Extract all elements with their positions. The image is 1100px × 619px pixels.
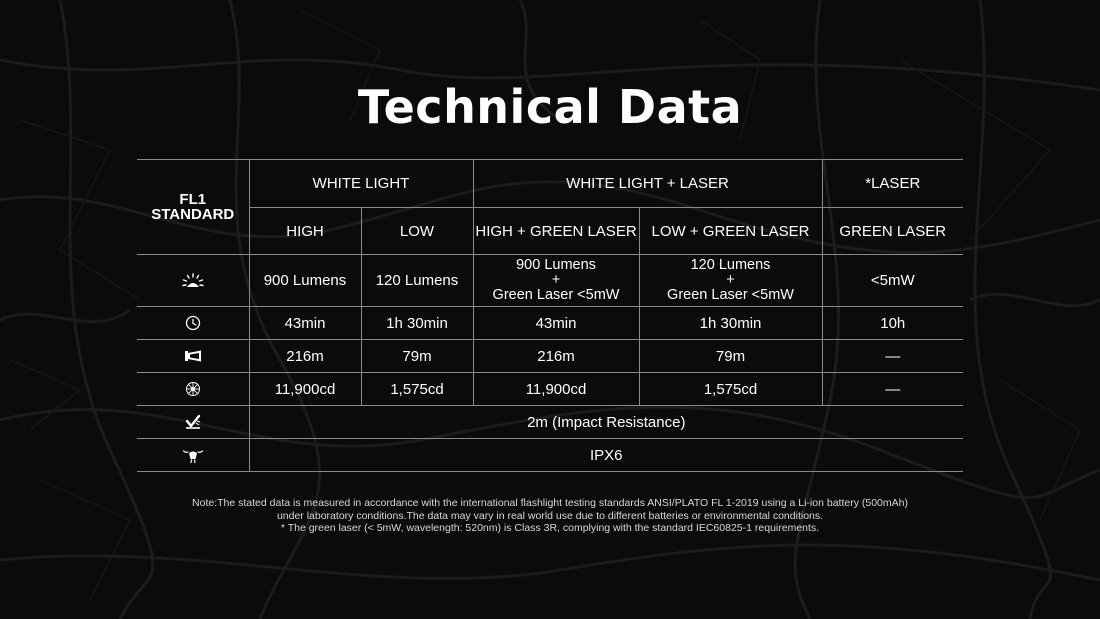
runtime-green: 10h [822,307,963,340]
output-low-green [639,255,822,307]
impact-resistance-icon [182,414,204,430]
intensity-row [137,373,963,406]
distance-low-green: 79m [639,340,822,373]
output-high: 900 Lumens [249,255,361,307]
distance-high-green: 216m [473,340,639,373]
output-low-green-lumens: 120 Lumens [690,257,771,273]
group-laser: *LASER [822,160,963,208]
intensity-high: 11,900cd [249,373,361,406]
footnote-line: Note:The stated data is measured in accordance with the international flashlight testing standards ANSI/PLATO FL 1-2019 using a Li-ion battery (500mAh) [192,497,908,509]
footnote-line: * The green laser (< 5mW, wavelength: 520nm) is Class 3R, complying with the standard IEC60825-1 requirements. [280,522,820,534]
waterproof-row [137,439,963,472]
intensity-icon-cell [137,373,249,406]
intensity-high-green: 11,900cd [473,373,639,406]
intensity-low-green: 1,575cd [639,373,822,406]
intensity-green: — [822,373,963,406]
peak-intensity-icon [182,381,204,397]
mode-low-green-laser: LOW + GREEN LASER [639,208,822,255]
output-high-green-lumens: 900 Lumens [516,257,596,273]
runtime-low-green: 1h 30min [639,307,822,340]
impact-icon-cell [137,406,249,439]
distance-icon-cell [137,340,249,373]
mode-low: LOW [361,208,473,255]
waterproof-icon-cell [137,439,249,472]
mode-header-row [137,208,963,255]
output-icon-cell [137,255,249,307]
footnote-line: under laboratory conditions.The data may vary in real world use due to different batteries or environmental conditions. [276,509,824,522]
distance-green: — [822,340,963,373]
output-high-green-laser: Green Laser <5mW [492,287,620,303]
beam-distance-icon [182,348,204,364]
runtime-low: 1h 30min [361,307,473,340]
group-white-light-laser: WHITE LIGHT + LASER [473,160,822,208]
output-high-green-plus: + [551,272,561,288]
impact-value: 2m (Impact Resistance) [249,406,963,439]
runtime-icon-cell [137,307,249,340]
output-green: <5mW [822,255,963,307]
distance-low: 79m [361,340,473,373]
output-low: 120 Lumens [361,255,473,307]
mode-high-green-laser: HIGH + GREEN LASER [473,208,639,255]
output-low-green-laser: Green Laser <5mW [667,287,794,303]
distance-row [137,340,963,373]
group-white-light: WHITE LIGHT [249,160,473,208]
mode-high: HIGH [249,208,361,255]
runtime-high: 43min [249,307,361,340]
clock-icon [182,315,204,331]
output-row [137,255,963,307]
waterproof-value: IPX6 [249,439,963,472]
technical-data-table [137,159,963,472]
waterproof-icon [182,447,204,463]
impact-row [137,406,963,439]
footnote [150,497,950,535]
page-title: Technical Data [357,80,743,134]
output-low-green-plus: + [726,272,735,288]
group-header-row [137,160,963,208]
intensity-low: 1,575cd [361,373,473,406]
distance-high: 216m [249,340,361,373]
runtime-row [137,307,963,340]
mode-green-laser: GREEN LASER [822,208,963,255]
output-high-green [473,255,639,307]
light-burst-icon [182,273,204,289]
runtime-high-green: 43min [473,307,639,340]
standard-label: FL1 STANDARD [137,160,249,255]
